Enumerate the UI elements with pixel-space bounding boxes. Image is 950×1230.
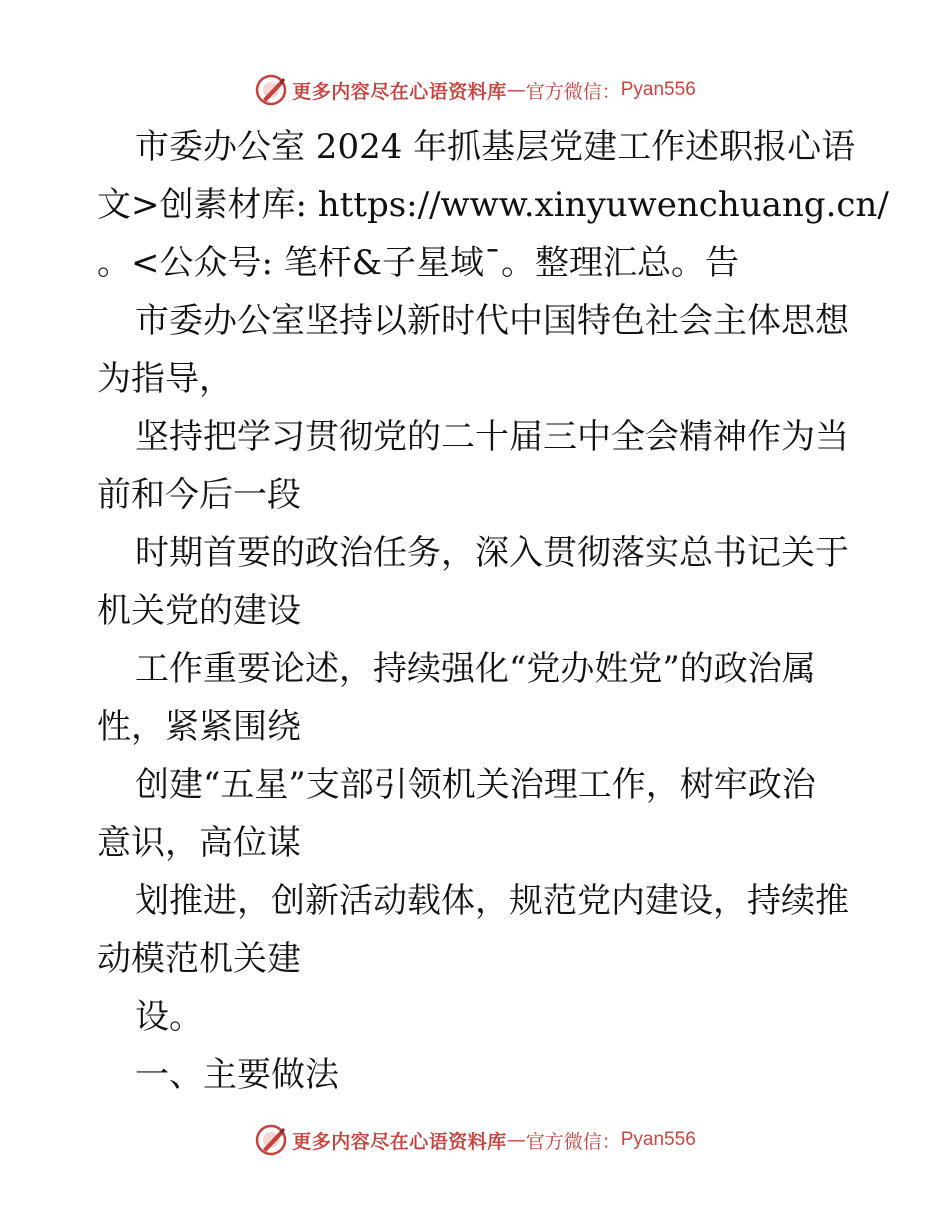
brand-logo-icon: [254, 73, 288, 107]
document-line: 意识，高位谋: [97, 823, 301, 863]
document-line: 设。: [135, 997, 203, 1037]
document-line: [97, 176, 889, 234]
watermark-dash: —: [506, 1129, 526, 1151]
document-line: 动模范机关建: [97, 939, 301, 979]
watermark-text: 更多内容尽在心语资料库: [292, 1130, 507, 1153]
watermark-label: 官方微信：: [525, 1130, 621, 1153]
watermark-wechat-id: Pyan556: [620, 1129, 696, 1150]
document-line: 坚持把学习贯彻党的二十届三中全会精神作为当: [135, 417, 849, 457]
header-watermark: [0, 70, 950, 110]
document-line: 划推进，创新活动载体，规范党内建设，持续推: [135, 881, 849, 921]
document-line: 工作重要论述，持续强化“党办姓党”的政治属: [135, 649, 816, 689]
document-title-line: 市委办公室 2024 年抓基层党建工作述职报心语: [135, 127, 856, 167]
footer-watermark: [0, 1120, 950, 1160]
watermark-dash: —: [506, 79, 526, 101]
watermark-label: 官方微信：: [525, 80, 621, 103]
watermark-wechat-id: Pyan556: [620, 79, 696, 100]
watermark-text: 更多内容尽在心语资料库: [292, 80, 507, 103]
section-heading: 一、主要做法: [135, 1055, 339, 1095]
document-line: 时期首要的政治任务，深入贯彻落实总书记关于: [135, 533, 849, 573]
document-body: [97, 118, 889, 1104]
document-line: 创建“五星”支部引领机关治理工作，树牢政治: [135, 765, 816, 805]
document-line: 机关党的建设: [97, 591, 301, 631]
document-line: 为指导，: [97, 359, 233, 399]
document-line: 市委办公室坚持以新时代中国特色社会主体思想: [135, 301, 849, 341]
document-line-text: 文>创素材库: https://www.xinyuwenchuang.cn/: [97, 185, 889, 225]
document-line: 性，紧紧围绕: [97, 707, 301, 747]
document-line: 。<公众号: 笔杆&子星域¯。整理汇总。告: [97, 243, 740, 283]
document-line: 前和今后一段: [97, 475, 301, 515]
brand-logo-icon: [254, 1123, 288, 1157]
